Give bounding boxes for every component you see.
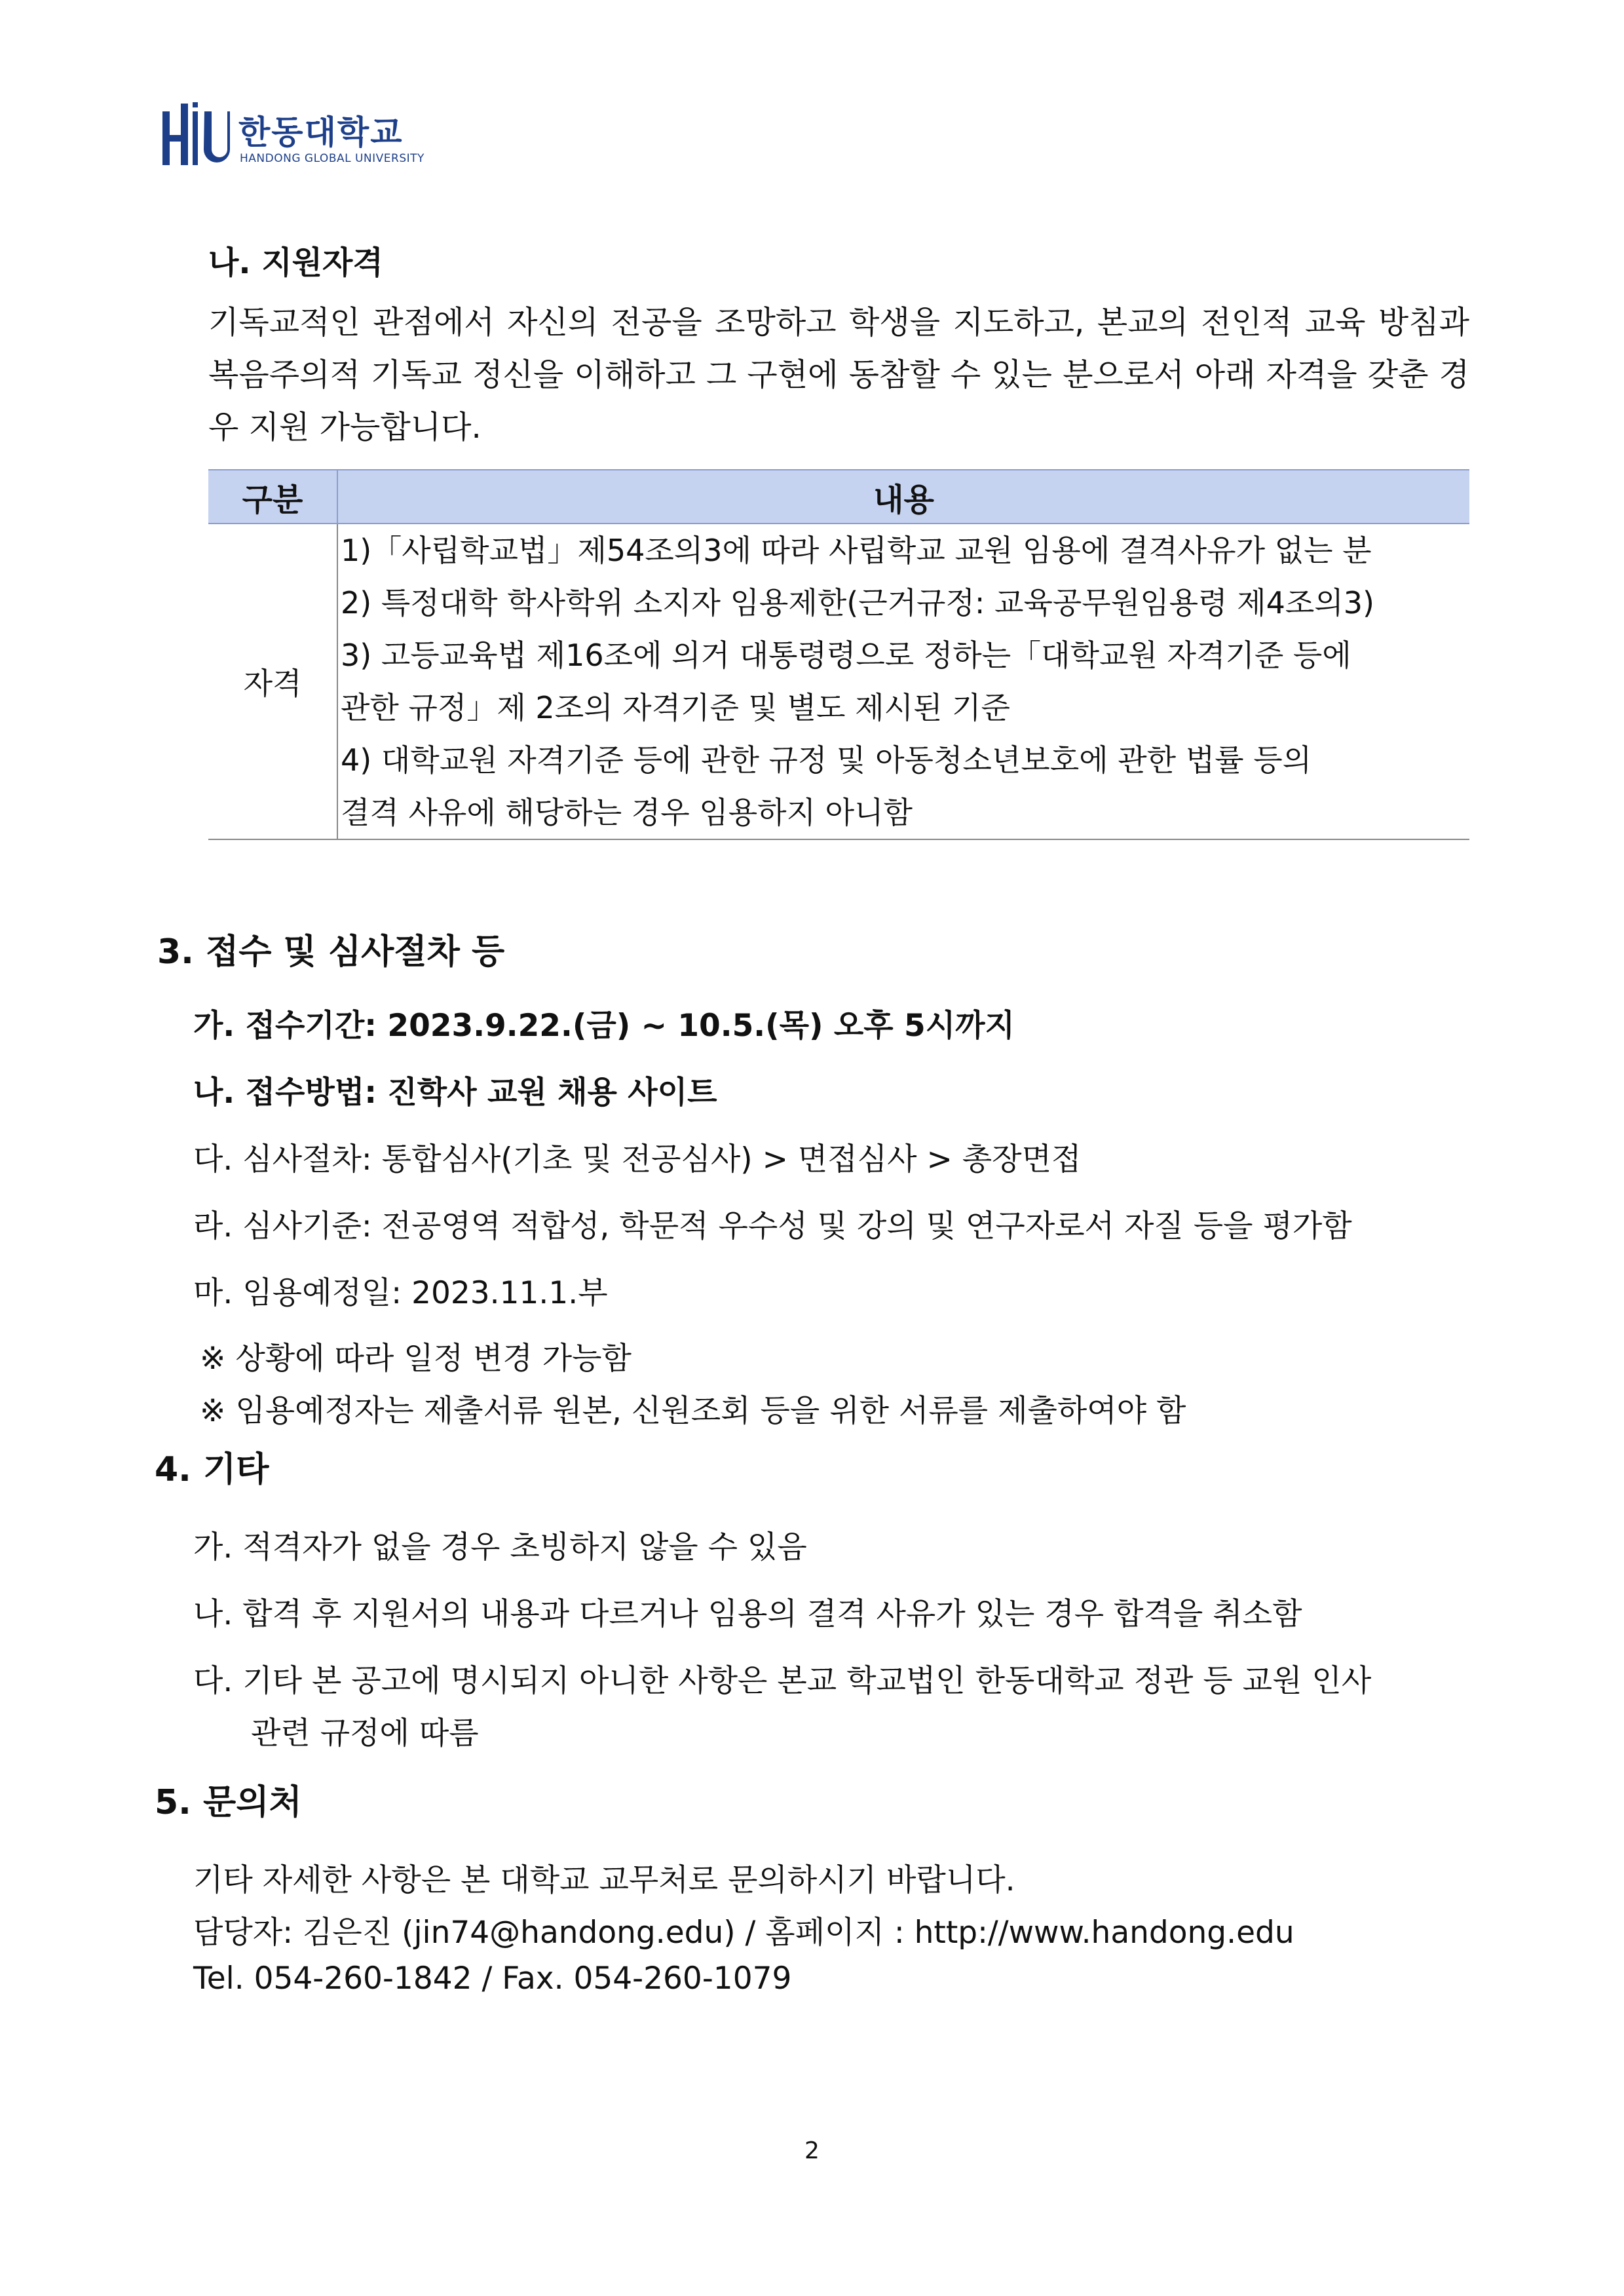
- logo-english-name: HANDONG GLOBAL UNIVERSITY: [240, 152, 425, 165]
- section3-note: ※ 상황에 따라 일정 변경 가능함: [200, 1341, 632, 1377]
- section3-item-criteria: 라. 심사기준: 전공영역 적합성, 학문적 우수성 및 강의 및 연구자로서 자질 등을 평가함: [193, 1208, 1352, 1244]
- qualification-line: 3) 고등교육법 제16조에 의거 대통령령으로 정하는「대학교원 자격기준 등에: [341, 638, 1351, 673]
- section3-item-procedure: 다. 심사절차: 통합심사(기초 및 전공심사) > 면접심사 > 총장면접: [193, 1141, 1082, 1177]
- table-header-category: 구분: [208, 470, 337, 524]
- qualification-line: 결격 사유에 해당하는 경우 임용하지 아니함: [341, 795, 913, 830]
- section3-note: ※ 임용예정자는 제출서류 원본, 신원조회 등을 위한 서류를 제출하여야 함: [200, 1393, 1186, 1429]
- hgu-logo-mark: [161, 97, 230, 172]
- table-row-content: [337, 524, 1469, 839]
- contact-line: 기타 자세한 사항은 본 대학교 교무처로 문의하시기 바랍니다.: [193, 1862, 1015, 1898]
- table-row: [208, 524, 1469, 839]
- table-header-row: [208, 470, 1469, 524]
- section3-item-method: 나. 접수방법: 진학사 교원 채용 사이트: [193, 1075, 717, 1111]
- section3-heading: 3. 접수 및 심사절차 등: [157, 932, 505, 972]
- qualification-table: [208, 469, 1469, 840]
- qualification-line: 4) 대학교원 자격기준 등에 관한 규정 및 아동청소년보호에 관한 법률 등의: [341, 742, 1312, 778]
- section4-item: 나. 합격 후 지원서의 내용과 다르거나 임용의 결격 사유가 있는 경우 합격을 취소함: [193, 1596, 1302, 1632]
- section4-item: 다. 기타 본 공고에 명시되지 아니한 사항은 본교 학교법인 한동대학교 정관 등 교원 인사: [193, 1663, 1372, 1699]
- university-logo: [161, 97, 425, 172]
- qualification-paragraph: 기독교적인 관점에서 자신의 전공을 조망하고 학생을 지도하고, 본교의 전인적 교육 방침과 복음주의적 기독교 정신을 이해하고 그 구현에 동참할 수 있는 분으로서 아래 자격을 갖춘 경우 지원 가능합니다.: [208, 304, 1469, 446]
- section4-heading: 4. 기타: [155, 1450, 269, 1489]
- logo-korean-name: 한동대학교: [238, 113, 404, 151]
- section3-item-appointment-date: 마. 임용예정일: 2023.11.1.부: [193, 1275, 608, 1311]
- contact-person-line: 담당자: 김은진 (jin74@handong.edu) / 홈페이지 : http://www.handong.edu: [193, 1915, 1294, 1951]
- section4-item: 가. 적격자가 없을 경우 초빙하지 않을 수 있음: [193, 1529, 807, 1565]
- section5-heading: 5. 문의처: [155, 1783, 302, 1822]
- qualification-heading: 나. 지원자격: [208, 244, 383, 281]
- page-number: 2: [804, 2137, 820, 2164]
- qualification-line: 1)「사립학교법」제54조의3에 따라 사립학교 교원 임용에 결격사유가 없는 분: [341, 533, 1372, 568]
- section3-item-period: 가. 접수기간: 2023.9.22.(금) ~ 10.5.(목) 오후 5시까지: [193, 1008, 1015, 1044]
- table-row-label: 자격: [208, 524, 337, 839]
- qualification-line: 2) 특정대학 학사학위 소지자 임용제한(근거규정: 교육공무원임용령 제4조의3): [341, 585, 1374, 621]
- table-header-content: 내용: [337, 470, 1469, 524]
- section4-item-continued: 관련 규정에 따름: [251, 1715, 479, 1751]
- qualification-line: 관한 규정」제 2조의 자격기준 및 별도 제시된 기준: [341, 690, 1010, 725]
- contact-phone-line: Tel. 054-260-1842 / Fax. 054-260-1079: [193, 1961, 792, 1997]
